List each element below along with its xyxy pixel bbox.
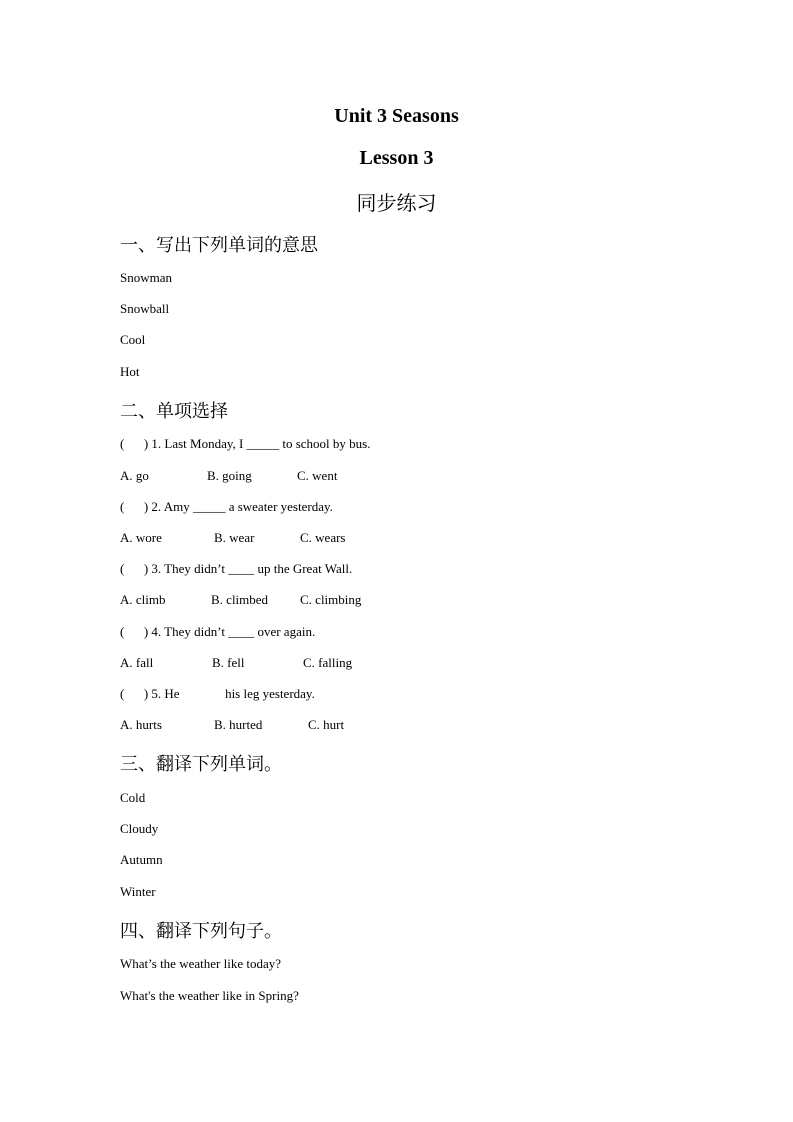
section-heading-2: 二、单项选择 [120,401,228,422]
sentence-item: What’s the weather like today? [120,956,281,971]
option-c: C. wears [300,530,346,545]
section-heading-4: 四、翻译下列句子。 [120,921,282,942]
question-stem: ( ) 5. He his leg yesterday. [120,686,315,701]
word-item: Snowball [120,301,170,316]
question-stem: ( ) 1. Last Monday, I _____ to school by bus. [120,436,371,451]
option-c: C. climbing [300,592,362,607]
option-c: C. hurt [308,717,345,732]
section-heading-1: 一、写出下列单词的意思 [120,235,318,256]
question-stem: ( ) 3. They didn’t ____ up the Great Wall. [120,561,353,576]
sentence-item: What's the weather like in Spring? [120,988,299,1003]
question-stem: ( ) 2. Amy _____ a sweater yesterday. [120,499,333,514]
option-a: A. climb [120,592,166,607]
word-item: Cold [120,790,146,805]
word-item: Cloudy [120,821,159,836]
option-c: C. went [297,468,338,483]
option-a: A. hurts [120,717,162,732]
lesson-title: Lesson 3 [359,147,434,169]
option-b: B. fell [212,655,245,670]
word-item: Hot [120,364,140,379]
option-b: B. going [207,468,252,483]
option-b: B. climbed [211,592,269,607]
word-item: Cool [120,332,146,347]
word-item: Snowman [120,270,172,285]
option-a: A. fall [120,655,154,670]
option-b: B. hurted [214,717,263,732]
section-heading-3: 三、翻译下列单词。 [120,754,282,775]
option-b: B. wear [214,530,255,545]
option-a: A. wore [120,530,162,545]
option-c: C. falling [303,655,353,670]
word-item: Autumn [120,852,163,867]
question-stem: ( ) 4. They didn’t ____ over again. [120,624,316,639]
option-a: A. go [120,468,149,483]
page-subtitle: 同步练习 [356,191,437,215]
page-title: Unit 3 Seasons [334,105,459,127]
word-item: Winter [120,884,156,899]
